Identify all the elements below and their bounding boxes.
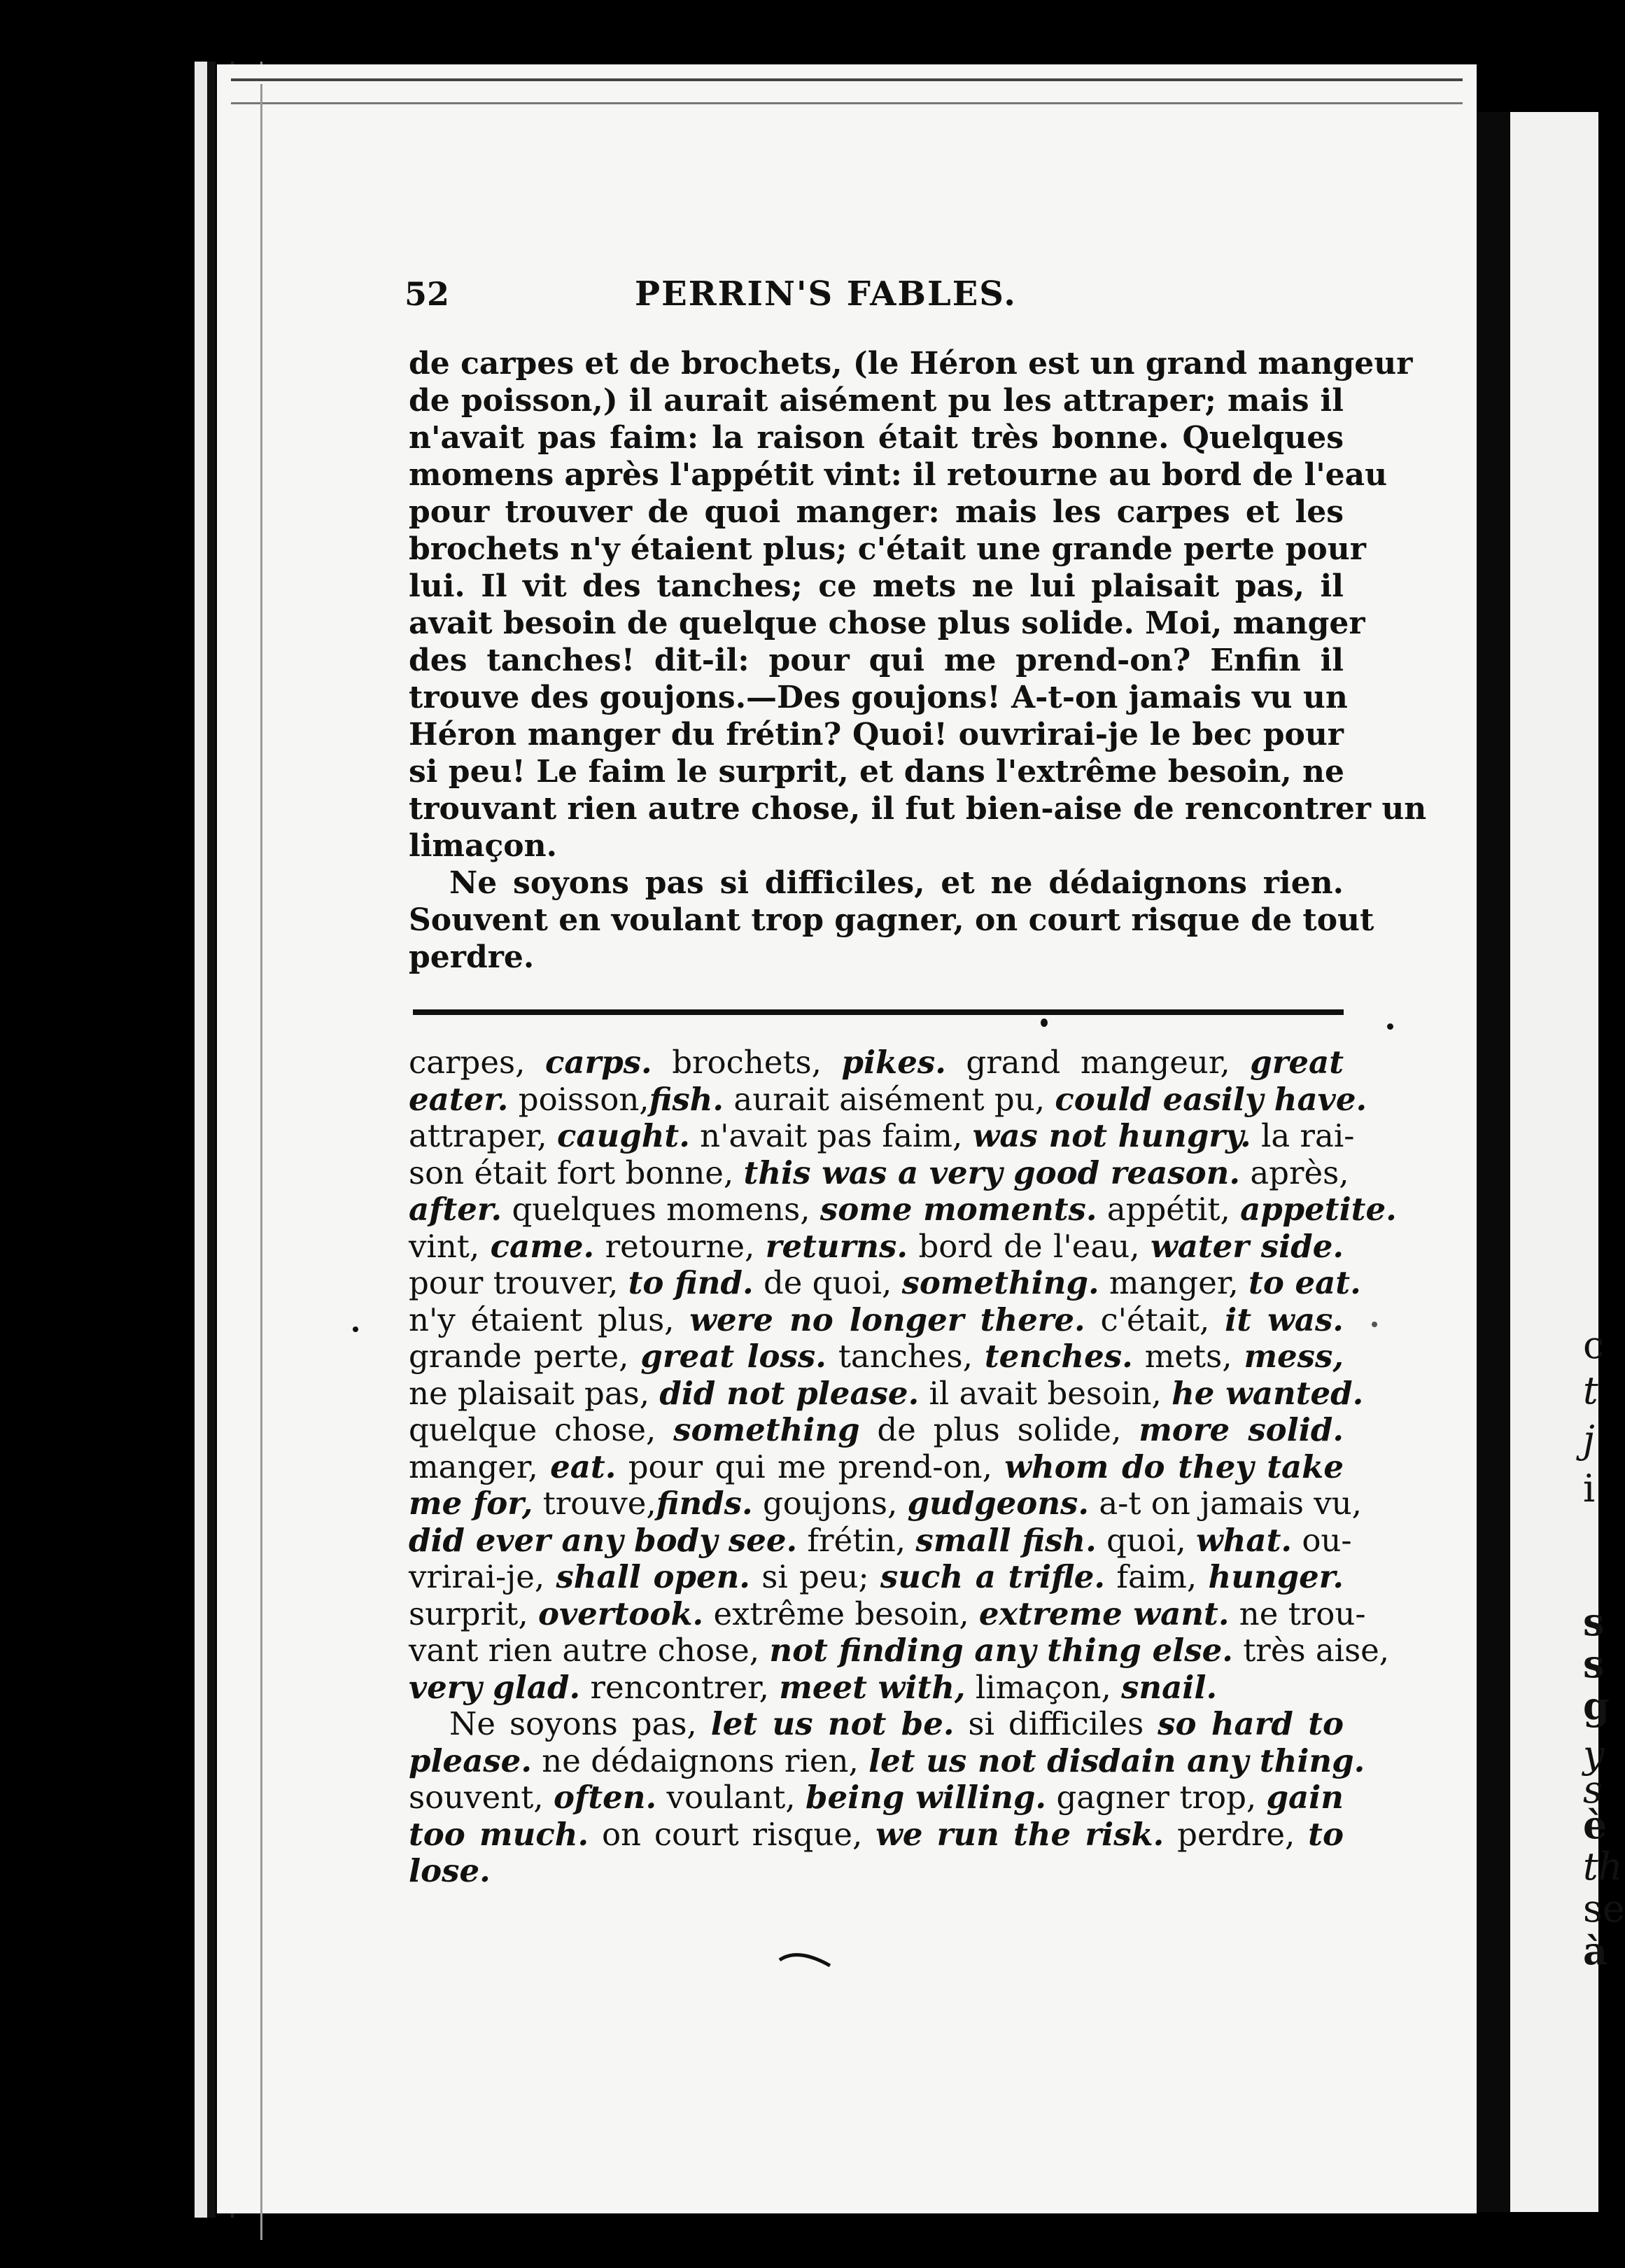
speck [1387, 1023, 1393, 1030]
next-page-fragment: s [1583, 1642, 1605, 1686]
english-gloss: hunger. [1208, 1558, 1344, 1595]
english-gloss: to eat. [1248, 1264, 1361, 1301]
english-gloss: could easily have. [1055, 1080, 1367, 1118]
story-line: brochets n'y étaient plus; c'était une grande perte pour [409, 531, 1366, 567]
english-gloss: not finding any thing else. [769, 1632, 1233, 1669]
english-gloss: mess, [1244, 1338, 1344, 1375]
english-gloss: such a trifle. [880, 1558, 1106, 1595]
english-gloss: carps. [544, 1044, 652, 1081]
french-term: la rai- [1251, 1117, 1355, 1154]
english-gloss: so hard to [1158, 1705, 1344, 1742]
vocab-line [409, 1191, 1397, 1228]
running-head: PERRIN'S FABLES. [635, 274, 1017, 314]
english-gloss: finds. [656, 1485, 753, 1522]
french-term: tanches, [826, 1338, 985, 1375]
french-term: pour trouver, [409, 1264, 628, 1301]
french-term: si peu; [750, 1558, 880, 1595]
french-term: il avait besoin, [919, 1374, 1172, 1412]
moral-line: perdre. [409, 939, 535, 975]
french-term: appétit, [1097, 1191, 1241, 1228]
french-term: son était fort bonne, [409, 1154, 744, 1191]
french-term: limaçon, [965, 1668, 1122, 1706]
moral-line: Souvent en voulant trop gagner, on court risque de tout [409, 902, 1374, 938]
english-gloss: water side. [1150, 1227, 1344, 1265]
story-line: de carpes et de brochets, (le Héron est un grand mangeur [409, 346, 1413, 382]
french-term: pour qui me prend-on, [616, 1448, 1005, 1485]
english-gloss: he wanted. [1172, 1374, 1364, 1412]
story-line: limaçon. [409, 828, 557, 864]
vocab-line [409, 1154, 1349, 1192]
french-term: mets, [1132, 1338, 1244, 1375]
book-gutter [1477, 112, 1510, 2212]
story-line: avait besoin de quelque chose plus solide. Moi, manger [409, 606, 1365, 641]
english-gloss: returns. [765, 1227, 908, 1265]
french-term: voulant, [656, 1779, 806, 1816]
english-gloss: lose. [409, 1852, 491, 1889]
french-term: n'avait pas faim, [689, 1117, 973, 1154]
french-term: après, [1240, 1154, 1349, 1191]
vocab-line [409, 1559, 1344, 1596]
vocab-line [409, 1117, 1355, 1155]
english-gloss: gudgeons. [907, 1485, 1090, 1522]
english-gloss: gain [1266, 1779, 1344, 1816]
english-gloss: fish. [649, 1080, 724, 1118]
french-term: manger, [409, 1448, 551, 1485]
french-term: ne plaisait pas, [409, 1374, 660, 1412]
next-page-fragment: y [1583, 1732, 1605, 1777]
page-number: 52 [405, 275, 450, 313]
french-term: poisson, [508, 1080, 649, 1118]
french-term: ou- [1292, 1521, 1352, 1559]
french-term: manger, [1099, 1264, 1249, 1301]
english-gloss: extreme want. [978, 1595, 1230, 1632]
next-page-fragment: à [1583, 1928, 1608, 1973]
english-gloss: appetite. [1240, 1191, 1397, 1228]
french-term: rencontrer, [580, 1668, 780, 1706]
story-line: n'avait pas faim: la raison était très bonne. Quelques [409, 420, 1344, 456]
english-gloss: great loss. [640, 1338, 826, 1375]
english-gloss: we run the risk. [875, 1815, 1165, 1853]
story-line: de poisson,) il aurait aisément pu les attraper; mais il [409, 383, 1344, 419]
next-page-fragment: s [1583, 1768, 1603, 1812]
vocab-line [409, 1080, 1367, 1119]
vocab-line [409, 1302, 1344, 1339]
story-line: pour trouver de quoi manger: mais les carpes et les [409, 494, 1344, 530]
french-term: quelque chose, [409, 1411, 674, 1448]
english-gloss: did not please. [659, 1374, 920, 1412]
english-gloss: this was a very good reason. [743, 1154, 1241, 1191]
french-term: gagner trop, [1046, 1779, 1267, 1816]
english-gloss: great [1250, 1044, 1344, 1081]
french-term: brochets, [652, 1044, 842, 1081]
english-gloss: was not hungry. [972, 1117, 1251, 1154]
story-line: trouve des goujons.—Des goujons! A-t-on jamais vu un [409, 680, 1348, 715]
english-gloss: let us not disdain any thing. [868, 1742, 1365, 1779]
english-gloss: more solid. [1139, 1411, 1344, 1448]
english-gloss: overtook. [538, 1595, 704, 1632]
section-rule [413, 1009, 1344, 1015]
book-edge-left [195, 62, 207, 2218]
french-term: vint, [409, 1227, 491, 1265]
vocab-moral-line [409, 1742, 1365, 1780]
next-page-fragment: g [1583, 1684, 1610, 1728]
vocab-line [409, 1449, 1344, 1486]
english-gloss: some moments. [819, 1191, 1097, 1228]
moral-line: Ne soyons pas si difficiles, et ne dédaignons rien. [449, 865, 1344, 901]
english-gloss: small fish. [915, 1521, 1097, 1559]
english-gloss: snail. [1121, 1668, 1218, 1706]
english-gloss: did ever any body see. [409, 1521, 798, 1559]
french-term: vrirai-je, [409, 1558, 556, 1595]
french-term: grand mangeur, [945, 1044, 1251, 1081]
english-gloss: pikes. [841, 1044, 946, 1081]
next-page-fragment: s [1583, 1600, 1605, 1644]
vocab-line [409, 1595, 1366, 1633]
english-gloss: what. [1195, 1521, 1293, 1559]
next-page-fragment: se [1583, 1886, 1625, 1931]
english-gloss: me for, [409, 1485, 533, 1522]
speck [1372, 1322, 1377, 1327]
english-gloss: it was. [1225, 1301, 1344, 1338]
french-term: goujons, [752, 1485, 908, 1522]
french-term: attraper, [409, 1117, 557, 1154]
next-page-fragment: i [1583, 1466, 1596, 1511]
next-page-fragment: t [1583, 1368, 1598, 1413]
vocab-line [409, 1228, 1344, 1266]
next-page-fragment: j [1583, 1418, 1595, 1462]
vocab-line [409, 1374, 1364, 1413]
vocab-line [409, 1412, 1344, 1449]
vocab-line [409, 1485, 1362, 1522]
vocab-moral-line [409, 1853, 1344, 1890]
page-top-edge [231, 78, 1463, 104]
english-gloss: eater. [409, 1080, 509, 1118]
english-gloss: very glad. [409, 1668, 581, 1706]
french-term: extrême besoin, [703, 1595, 979, 1632]
english-gloss: shall open. [556, 1558, 750, 1595]
vocab-line [409, 1521, 1352, 1560]
french-term: perdre, [1164, 1815, 1309, 1853]
french-term: ne trou- [1229, 1595, 1366, 1632]
french-term: faim, [1105, 1558, 1209, 1595]
french-term: de quoi, [753, 1264, 902, 1301]
english-gloss: after. [409, 1191, 502, 1228]
vocab-line [409, 1044, 1344, 1082]
vocab-line [409, 1338, 1344, 1376]
vocab-moral-line [409, 1816, 1344, 1854]
vocab-line [409, 1264, 1361, 1302]
english-gloss: to [1308, 1815, 1344, 1853]
story-line: si peu! Le faim le surprit, et dans l'extrême besoin, ne [409, 754, 1345, 790]
page-inner-edge [260, 84, 262, 2240]
vocab-line [409, 1632, 1390, 1670]
next-page-fragment: th [1583, 1844, 1623, 1889]
story-line: Héron manger du frétin? Quoi! ouvrirai-je le bec pour [409, 717, 1344, 752]
french-term: aurait aisément pu, [724, 1080, 1055, 1118]
french-term: si difficiles [954, 1705, 1158, 1742]
vocab-moral-line [409, 1779, 1344, 1816]
french-term: on court risque, [589, 1815, 876, 1853]
french-term: n'y étaient plus, [409, 1301, 690, 1338]
french-term: ne dédaignons rien, [531, 1742, 869, 1779]
end-ornament [777, 1947, 833, 1968]
french-term: vant rien autre chose, [409, 1632, 770, 1669]
french-term: c'était, [1085, 1301, 1225, 1338]
english-gloss: something. [901, 1264, 1099, 1301]
english-gloss: too much. [409, 1815, 589, 1853]
next-page-fragment: c [1583, 1323, 1605, 1367]
vocab-line [409, 1670, 1344, 1707]
book-edge-gap [207, 62, 216, 2218]
english-gloss: something [673, 1411, 860, 1448]
english-gloss: meet with, [779, 1668, 966, 1706]
english-gloss: let us not be. [710, 1705, 955, 1742]
english-gloss: being willing. [806, 1779, 1047, 1816]
french-term: quelques momens, [502, 1191, 820, 1228]
french-term: quoi, [1096, 1521, 1196, 1559]
english-gloss: tenches. [984, 1338, 1133, 1375]
french-term: de plus solide, [859, 1411, 1139, 1448]
vocabulary-notes [409, 1044, 1397, 1890]
french-term: bord de l'eau, [908, 1227, 1151, 1265]
english-gloss: whom do they take [1004, 1448, 1344, 1485]
fable-text [409, 345, 1427, 976]
story-line: des tanches! dit-il: pour qui me prend-on? Enfin il [409, 643, 1344, 678]
french-term: retourne, [594, 1227, 766, 1265]
french-term: Ne soyons pas, [449, 1705, 711, 1742]
story-line: trouvant rien autre chose, il fut bien-aise de rencontrer un [409, 791, 1427, 827]
english-gloss: caught. [556, 1117, 690, 1154]
story-line: momens après l'appétit vint: il retourne au bord de l'eau [409, 457, 1388, 493]
story-line: lui. Il vit des tanches; ce mets ne lui plaisait pas, il [409, 568, 1344, 604]
vocab-moral-line [409, 1706, 1344, 1743]
french-term: trouve, [533, 1485, 656, 1522]
english-gloss: to find. [628, 1264, 754, 1301]
french-term: souvent, [409, 1779, 554, 1816]
english-gloss: please. [409, 1742, 532, 1779]
english-gloss: eat. [550, 1448, 617, 1485]
english-gloss: often. [553, 1779, 657, 1816]
rule-mark [1041, 1018, 1048, 1027]
french-term: très aise, [1232, 1632, 1390, 1669]
french-term: surprit, [409, 1595, 538, 1632]
english-gloss: were no longer there. [689, 1301, 1085, 1338]
french-term: a-t on jamais vu, [1089, 1485, 1362, 1522]
french-term: grande perte, [409, 1338, 641, 1375]
next-page-fragment: è [1583, 1802, 1608, 1847]
english-gloss: came. [490, 1227, 595, 1265]
french-term: frétin, [797, 1521, 916, 1559]
french-term: carpes, [409, 1044, 545, 1081]
speck [353, 1326, 358, 1332]
